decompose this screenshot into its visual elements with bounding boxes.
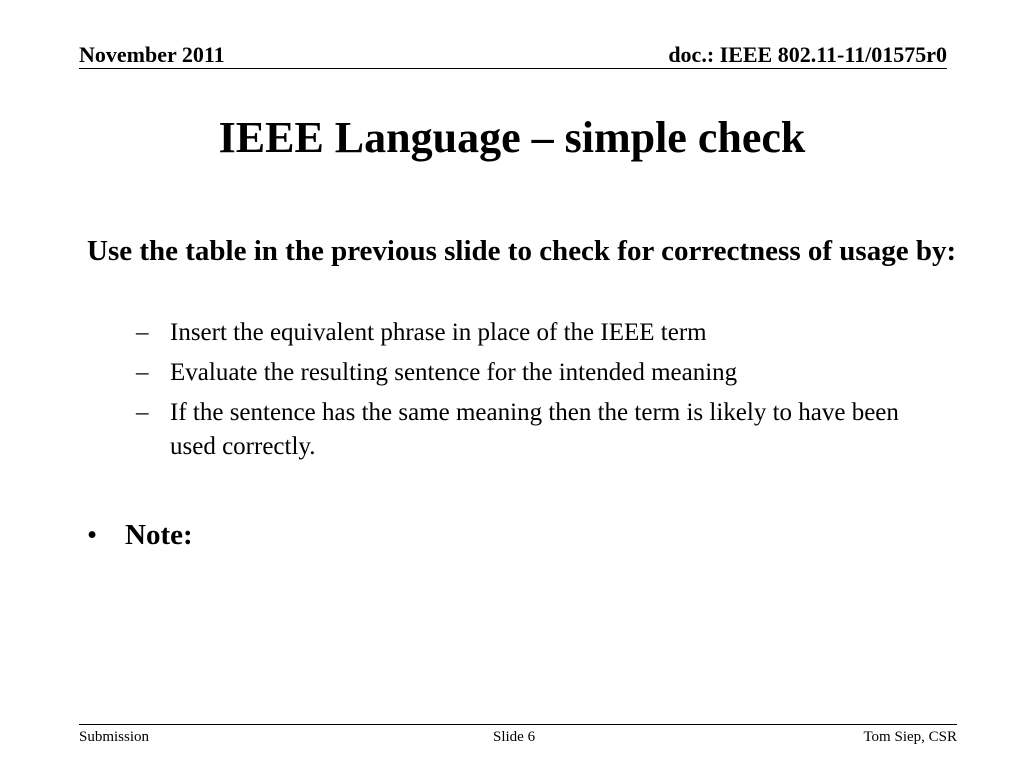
- header-rule: [79, 68, 947, 69]
- sub-item-text: Insert the equivalent phrase in place of the IEEE term: [170, 319, 707, 346]
- footer-rule: [79, 724, 957, 725]
- sub-item: [136, 396, 930, 464]
- sub-item-text: Evaluate the resulting sentence for the intended meaning: [170, 359, 738, 386]
- sub-item-text: If the sentence has the same meaning then the term is likely to have been used correctly.: [170, 399, 899, 460]
- dash-marker: –: [136, 399, 149, 426]
- footer-slide-number: Slide 6: [493, 729, 536, 745]
- lead-paragraph: Use the table in the previous slide to check for correctness of usage by:: [87, 235, 957, 267]
- bullet-marker: •: [87, 519, 98, 551]
- note-label: Note:: [125, 519, 193, 551]
- footer-submission: Submission: [79, 729, 150, 745]
- note-bullet: [87, 519, 193, 552]
- dash-marker: –: [136, 319, 149, 346]
- sub-item: [136, 356, 930, 390]
- sub-item-list: [136, 316, 930, 470]
- dash-marker: –: [136, 359, 149, 386]
- sub-item: [136, 316, 930, 350]
- slide-title: IEEE Language – simple check: [218, 113, 806, 162]
- header-doc-id: doc.: IEEE 802.11-11/01575r0: [668, 42, 947, 67]
- footer-author: Tom Siep, CSR: [863, 729, 957, 745]
- header-date: November 2011: [79, 42, 225, 67]
